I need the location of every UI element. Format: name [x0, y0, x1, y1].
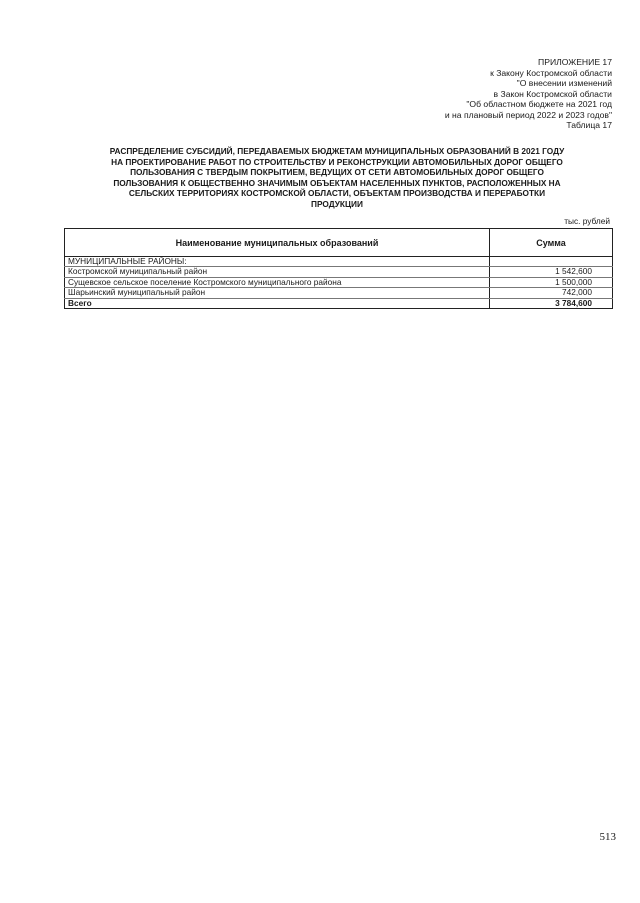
appendix-line: и на плановый период 2022 и 2023 годов" [444, 109, 612, 120]
title-line: ПРОДУКЦИИ [311, 198, 363, 209]
section-row [65, 257, 613, 267]
appendix-line: "Об областном бюджете на 2021 год [466, 99, 612, 109]
title-line: РАСПРЕДЕЛЕНИЕ СУБСИДИЙ, ПЕРЕДАВАЕМЫХ БЮДЖЕТАМ МУНИЦИПАЛЬНЫХ ОБРАЗОВАНИЙ В 2021 ГОДУ [109, 146, 565, 156]
total-label: Всего [65, 298, 490, 308]
appendix-header [282, 57, 612, 131]
page-number: 513 [599, 831, 616, 843]
section-label: МУНИЦИПАЛЬНЫЕ РАЙОНЫ: [65, 257, 490, 267]
title-line: ПОЛЬЗОВАНИЯ С ТВЕРДЫМ ПОКРЫТИЕМ, ВЕДУЩИХ ОТ СЕТИ АВТОМОБИЛЬНЫХ ДОРОГ ОБЩЕГО [130, 167, 544, 178]
table-row [65, 267, 613, 277]
table-row [65, 288, 613, 298]
subsidy-table [64, 228, 613, 309]
table-header-row [65, 229, 613, 257]
document-title [62, 146, 612, 210]
row-sum: 742,000 [490, 288, 613, 298]
header-name: Наименование муниципальных образований [65, 229, 490, 257]
total-row [65, 298, 613, 308]
appendix-line: в Закон Костромской области [493, 88, 612, 99]
section-sum-empty [490, 257, 613, 267]
row-sum: 1 542,600 [490, 267, 613, 277]
header-sum: Сумма [490, 229, 613, 257]
title-line: НА ПРОЕКТИРОВАНИЕ РАБОТ ПО СТРОИТЕЛЬСТВУ И РЕКОНСТРУКЦИИ АВТОМОБИЛЬНЫХ ДОРОГ ОБЩЕГО [111, 156, 563, 167]
appendix-line: ПРИЛОЖЕНИЕ 17 [538, 57, 612, 67]
row-sum: 1 500,000 [490, 277, 613, 287]
row-name: Костромской муниципальный район [65, 267, 490, 277]
appendix-line: "О внесении изменений [516, 78, 612, 88]
row-name: Сущевское сельское поселение Костромского муниципального района [65, 277, 490, 287]
table-row [65, 277, 613, 287]
title-line: СЕЛЬСКИХ ТЕРРИТОРИЯХ КОСТРОМСКОЙ ОБЛАСТИ, ОБЪЕКТАМ ПРОИЗВОДСТВА И ПЕРЕРАБОТКИ [128, 188, 546, 199]
row-name: Шарьинский муниципальный район [65, 288, 490, 298]
title-line: ПОЛЬЗОВАНИЯ К ОБЩЕСТВЕННО ЗНАЧИМЫМ ОБЪЕКТАМ НАСЕЛЕННЫХ ПУНКТОВ, РАСПОЛОЖЕННЫХ НА [113, 177, 561, 188]
units-label: тыс. рублей [564, 216, 610, 226]
appendix-line: к Закону Костромской области [490, 67, 612, 78]
table-number: Таблица 17 [566, 120, 612, 130]
total-sum: 3 784,600 [490, 298, 613, 308]
